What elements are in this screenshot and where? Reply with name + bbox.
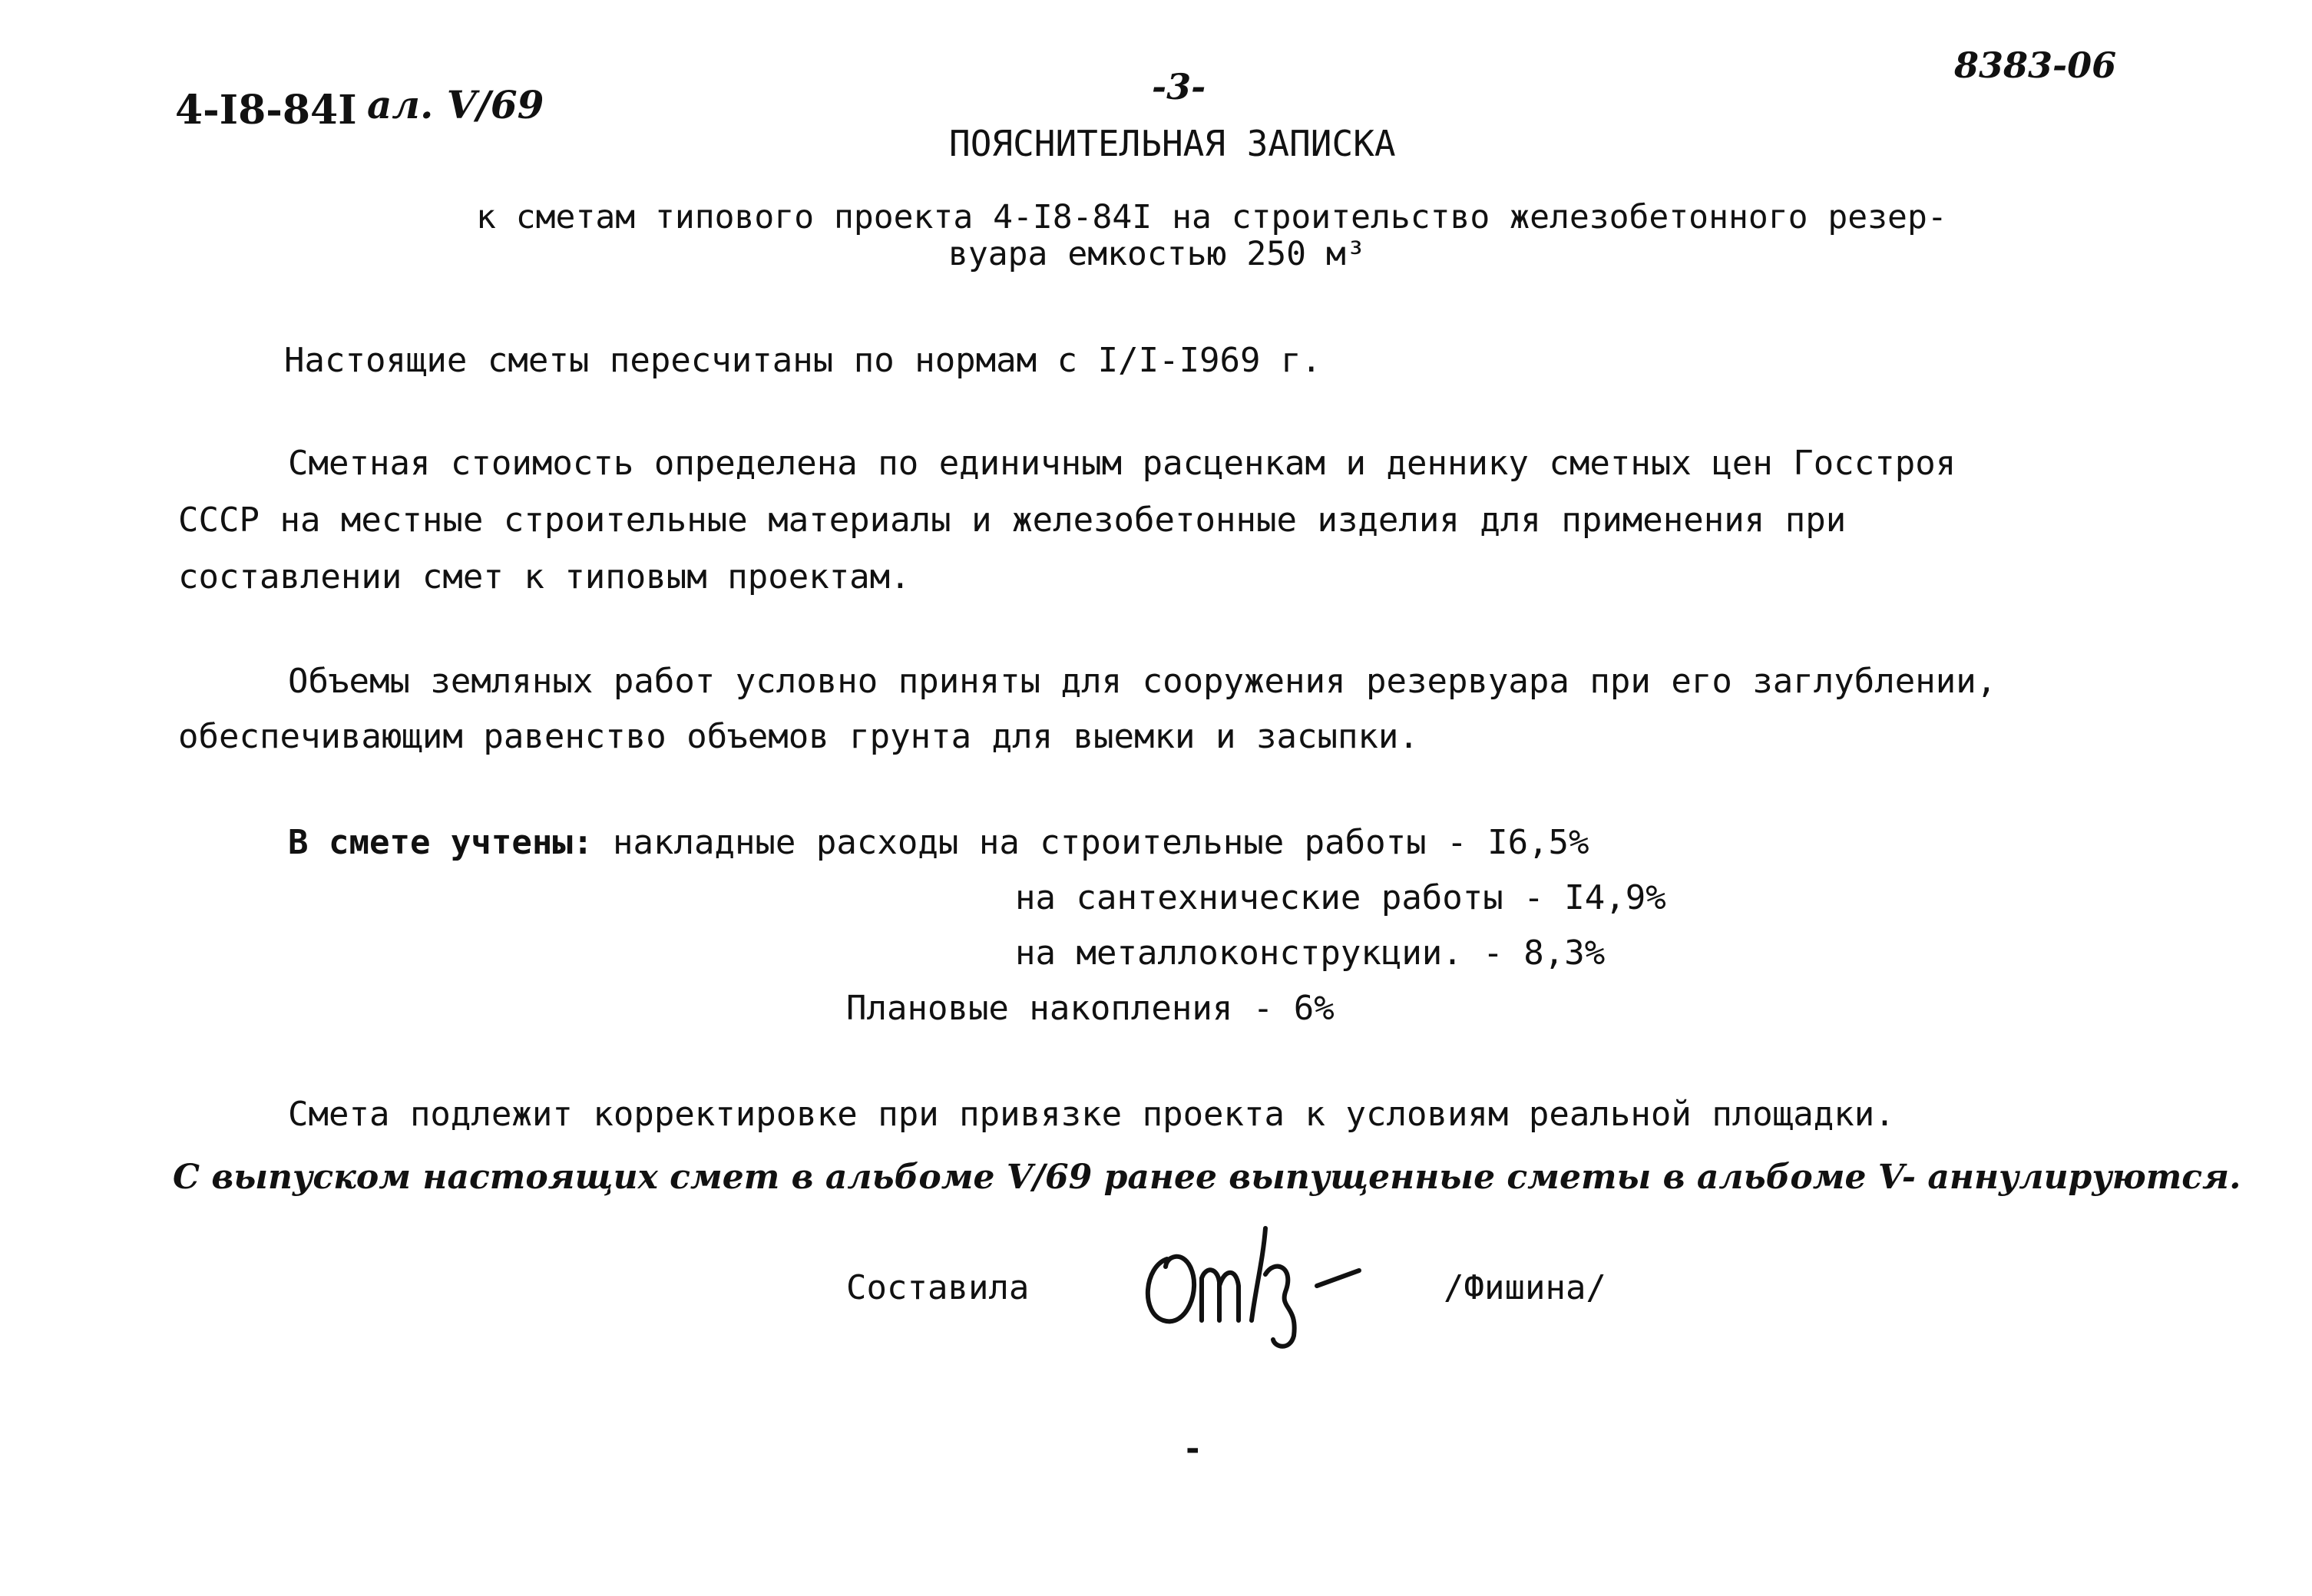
overheads-intro: В смете учтены: [288,823,594,862]
subtitle-line-1: к сметам типового проекта 4-I8-84I на строительство железобетонного резер- [476,198,1947,236]
overheads-row-sanitary: на сантехнические работы - I4,9% [1015,878,1666,917]
planned-savings: Плановые накопления - 6% [846,989,1335,1028]
handwritten-signature [1129,1213,1382,1351]
overheads-row-metal: на металлоконструкции. - 8,3% [1015,933,1606,973]
signature-label: Составила [846,1268,1030,1307]
paragraph-cost-line-3: составлении смет к типовым проектам. [178,557,911,596]
paragraph-cost-line-2: СССР на местные строительные материалы и железобетонные изделия для применения при [178,501,1847,540]
signature-name: /Фишина/ [1444,1268,1606,1307]
archive-number: 8383-06 [1954,45,2117,86]
overheads-row-construction: накладные расходы на строительные работы - I6,5% [613,823,1589,862]
page-title: ПОЯСНИТЕЛЬНАЯ ЗАПИСКА [949,123,1396,164]
subtitle-line-2: вуара емкостью 250 м³ [948,235,1366,273]
paragraph-cost-line-1: Сметная стоимость определена по единичным расценкам и деннику сметных цен Госстроя [288,444,1956,483]
paragraph-earthworks-line-1: Объемы земляных работ условно приняты для сооружения резервуара при его заглублении, [288,662,1997,701]
footer-dash: - [1182,1429,1203,1469]
paragraph-norms: Настоящие сметы пересчитаны по нормам с I/I-I969 г. [284,341,1322,380]
page-number: -3- [1152,66,1206,107]
handwritten-note: С выпуском настоящих смет в альбоме V/69 ранее выпущенные сметы в альбоме V- аннулируются. [173,1158,2241,1197]
adjustment-note: Смета подлежит корректировке при привязке проекта к условиям реальной площадки. [288,1095,1895,1134]
paragraph-earthworks-line-2: обеспечивающим равенство объемов грунта для выемки и засыпки. [178,717,1419,756]
project-code: 4-I8-84I [175,87,357,134]
album-note: ал. V/69 [367,82,544,127]
